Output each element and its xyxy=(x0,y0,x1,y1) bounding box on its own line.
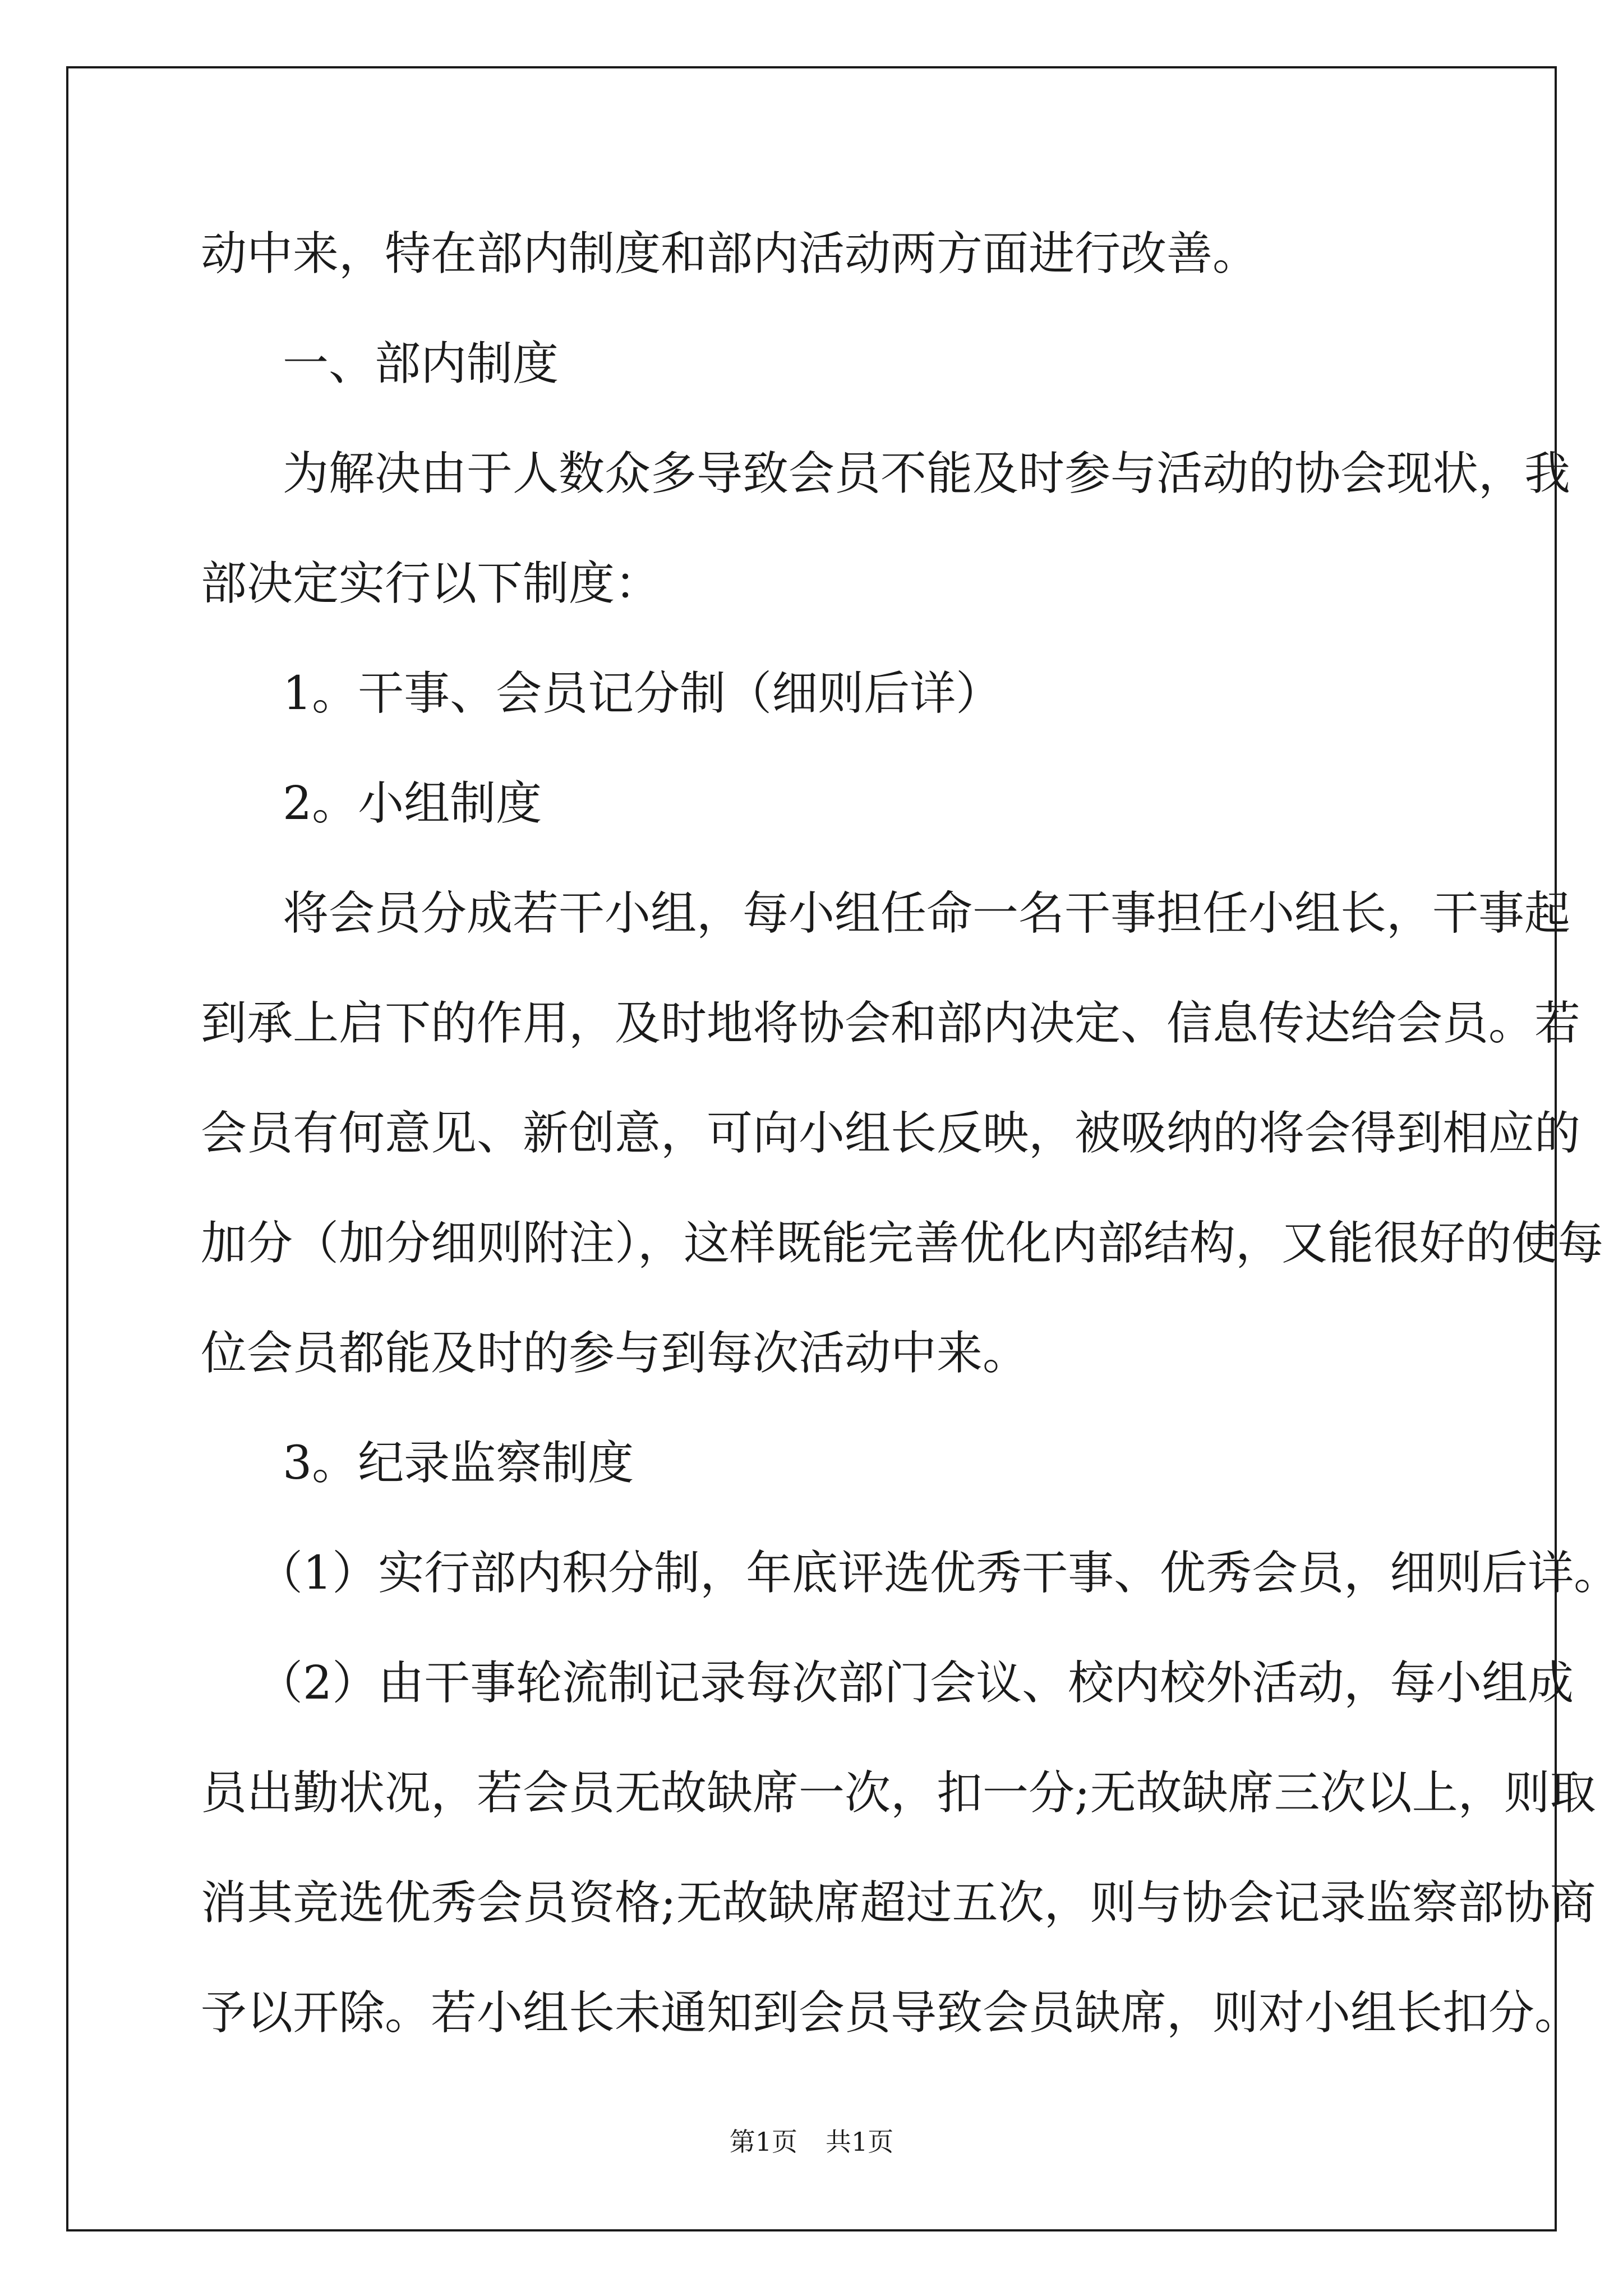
paragraph-line: 将会员分成若干小组，每小组任命一名干事担任小组长，干事起 xyxy=(283,887,1571,940)
list-item: 3。纪录监察制度 xyxy=(283,1437,634,1490)
page-number: 第1页 xyxy=(729,2127,797,2157)
paragraph-line: 会员有何意见、新创意，可向小组长反映，被吸纳的将会得到相应的 xyxy=(201,1107,1581,1160)
list-item: 1。干事、会员记分制（细则后详） xyxy=(283,667,1002,720)
paragraph-line: 位会员都能及时的参与到每次活动中来。 xyxy=(201,1327,1029,1380)
paragraph-line: 到承上启下的作用，及时地将协会和部内决定、信息传达给会员。若 xyxy=(201,997,1581,1050)
paragraph-line: 予以开除。若小组长未通知到会员导致会员缺席，则对小组长扣分。 xyxy=(201,1986,1581,2040)
paragraph-line: 部决定实行以下制度： xyxy=(201,557,661,610)
document-body xyxy=(201,199,1620,2068)
paragraph-line: 为解决由于人数众多导致会员不能及时参与活动的协会现状，我 xyxy=(283,447,1571,500)
page-footer xyxy=(0,2122,1623,2159)
paragraph-line: 消其竞选优秀会员资格;无故缺席超过五次，则与协会记录监察部协商 xyxy=(201,1876,1596,1930)
list-item: （2）由干事轮流制记录每次部门会议、校内校外活动，每小组成 xyxy=(257,1657,1574,1710)
list-item: 2。小组制度 xyxy=(283,777,542,830)
section-heading: 一、部内制度 xyxy=(283,337,559,390)
paragraph-line: 动中来，特在部内制度和部内活动两方面进行改善。 xyxy=(201,227,1259,280)
paragraph-line: 员出勤状况，若会员无故缺席一次，扣一分;无故缺席三次以上，则取 xyxy=(201,1766,1596,1820)
page-total: 共1页 xyxy=(826,2127,894,2157)
list-item: （1）实行部内积分制，年底评选优秀干事、优秀会员，细则后详。 xyxy=(257,1547,1620,1600)
paragraph-line: 加分（加分细则附注），这样既能完善优化内部结构，又能很好的使每 xyxy=(201,1217,1604,1270)
